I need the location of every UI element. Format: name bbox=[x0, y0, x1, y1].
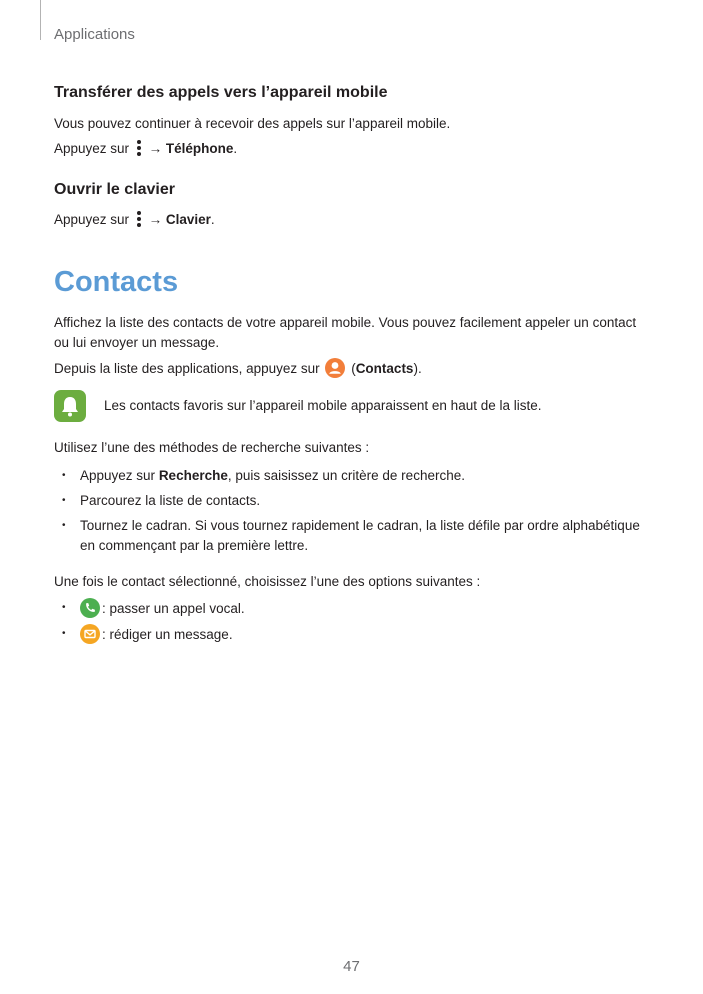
keypad-line-prefix: Appuyez sur bbox=[54, 212, 130, 227]
keypad-arrow: → bbox=[148, 212, 163, 227]
more-options-icon bbox=[135, 211, 143, 228]
transfer-target: Téléphone bbox=[165, 141, 234, 156]
more-options-icon bbox=[135, 140, 143, 157]
transfer-line2-suffix: . bbox=[233, 141, 238, 156]
contacts-open-paren: ( bbox=[351, 361, 356, 376]
keypad-heading: Ouvrir le clavier bbox=[54, 181, 175, 198]
phone-call-icon bbox=[80, 598, 100, 618]
contacts-intro: Affichez la liste des contacts de votre appareil mobile. Vous pouvez facilement appeler un contact ou lui envoyer un message. bbox=[54, 315, 637, 350]
transfer-line2 bbox=[54, 139, 237, 159]
search-methods-list bbox=[54, 466, 656, 561]
options-intro: Une fois le contact sélectionné, choisissez l’une des options suivantes : bbox=[54, 574, 481, 589]
keypad-line-suffix: . bbox=[210, 212, 215, 227]
keypad-target: Clavier bbox=[165, 212, 211, 227]
contacts-open-bold: Contacts bbox=[355, 361, 414, 376]
contacts-app-icon bbox=[325, 358, 345, 378]
keypad-line bbox=[54, 210, 215, 230]
message-icon bbox=[80, 624, 100, 644]
page-number: 47 bbox=[343, 958, 360, 975]
transfer-line2-prefix: Appuyez sur bbox=[54, 141, 130, 156]
contacts-open-line bbox=[54, 358, 422, 379]
list-item: • Parcourez la liste de contacts. bbox=[62, 493, 261, 508]
note-bell-icon bbox=[54, 390, 86, 422]
list-item: • Appuyez sur Recherche, puis saisissez un critère de recherche. bbox=[62, 468, 465, 483]
contacts-open-suffix: ). bbox=[413, 361, 422, 376]
contacts-open-prefix: Depuis la liste des applications, appuyez sur bbox=[54, 361, 320, 376]
list-item: • : rédiger un message. bbox=[54, 624, 656, 645]
favorites-note: Les contacts favoris sur l’appareil mobile apparaissent en haut de la liste. bbox=[104, 398, 542, 413]
transfer-arrow: → bbox=[148, 141, 163, 156]
search-intro: Utilisez l’une des méthodes de recherche suivantes : bbox=[54, 440, 370, 455]
section-header: Applications bbox=[54, 26, 135, 43]
list-item: • : passer un appel vocal. bbox=[54, 598, 656, 619]
options-list bbox=[54, 598, 656, 650]
contacts-title: Contacts bbox=[54, 266, 179, 298]
header-rule bbox=[40, 0, 41, 40]
list-item: • Tournez le cadran. Si vous tournez rapidement le cadran, la liste défile par ordre alphabétique en commençant par la première lettre. bbox=[62, 518, 640, 553]
transfer-heading: Transférer des appels vers l’appareil mobile bbox=[54, 84, 388, 101]
transfer-line1: Vous pouvez continuer à recevoir des appels sur l’appareil mobile. bbox=[54, 116, 451, 131]
